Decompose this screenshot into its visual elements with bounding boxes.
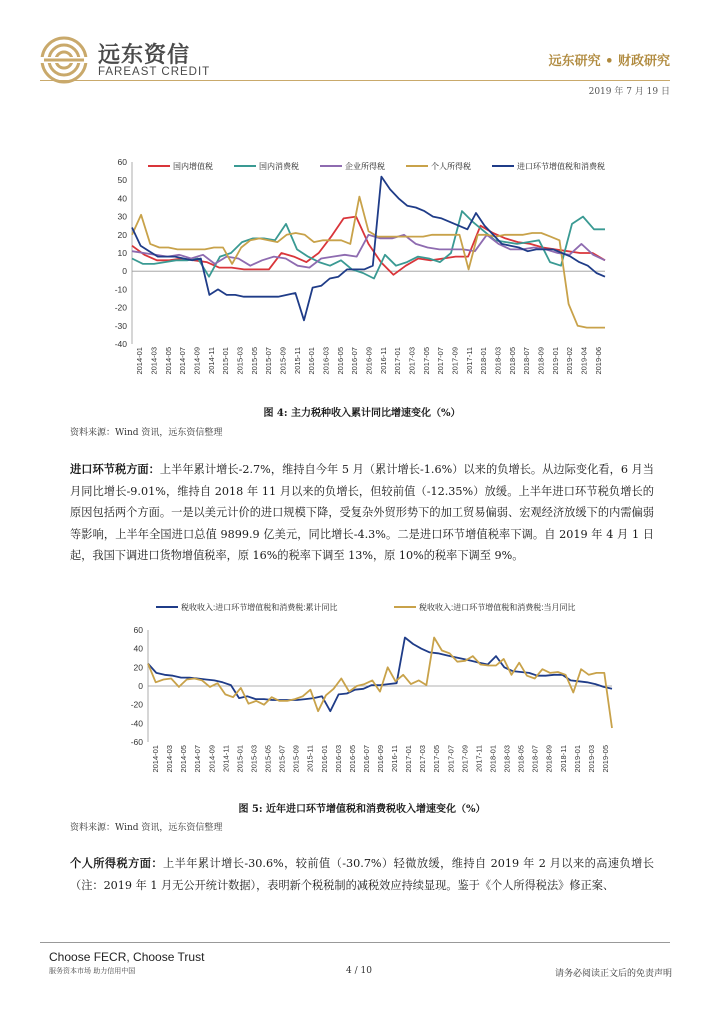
series-line: [148, 638, 612, 712]
legend-label: 进口环节增值税和消费税: [517, 162, 605, 171]
x-tick-label: 2018-07: [530, 745, 540, 773]
x-tick-label: 2016-09: [376, 745, 385, 773]
x-tick-label: 2014-11: [206, 347, 216, 374]
y-tick-label: 10: [117, 248, 127, 258]
x-tick-label: 2017-01: [404, 745, 414, 773]
y-tick-label: -20: [130, 699, 143, 710]
logo-chinese-name: 远东资信: [98, 43, 191, 68]
footer-disclaimer: 请务必阅读正文后的免责声明: [554, 969, 672, 979]
paragraph-lead: 个人所得税方面：: [70, 856, 163, 870]
y-tick-label: -30: [114, 320, 127, 331]
paragraph-body: 上半年累计增长-30.6%，较前值（-30.7%）轻微放缓，维持自 2019 年 2 月以来的高速负增长（注：2019 年 1 月无公开统计数据），表明新个税税制的减税效应持续显现。鉴于《个人所得税法》修正案、: [70, 857, 654, 892]
x-tick-label: 2016-11: [378, 347, 388, 374]
figure-5-source: 资料来源：Wind 资讯，远东资信整理: [70, 823, 223, 833]
x-tick-label: 2017-05: [421, 347, 431, 375]
x-tick-label: 2014-03: [149, 347, 159, 375]
y-tick-label: -40: [130, 718, 143, 729]
x-tick-label: 2015-09: [291, 745, 301, 773]
x-tick-label: 2017-03: [418, 745, 428, 773]
y-tick-label: 30: [117, 211, 127, 222]
x-tick-label: 2018-09: [536, 347, 546, 375]
x-tick-label: 2016-07: [361, 745, 371, 773]
page-number: 4 / 10: [346, 966, 372, 976]
x-tick-label: 2016-11: [390, 745, 400, 772]
y-tick-label: -10: [114, 284, 127, 295]
chart-figure-5: [100, 596, 620, 796]
series-line: [132, 177, 605, 321]
x-tick-label: 2015-01: [235, 745, 245, 773]
y-tick-label: 60: [117, 157, 127, 167]
x-tick-label: 2015-05: [249, 347, 259, 375]
section-title: 远东研究 • 财政研究: [548, 54, 670, 69]
x-tick-label: 2016-05: [347, 745, 357, 773]
x-tick-label: 2015-01: [221, 347, 231, 375]
x-tick-label: 2018-05: [516, 745, 526, 773]
footer-divider: [40, 942, 670, 943]
x-tick-label: 2016-03: [321, 347, 331, 375]
x-tick-label: 2018-09: [544, 745, 554, 773]
figure-4-caption: 图 4: 主力税种收入累计同比增速变化（%）: [263, 408, 461, 419]
x-tick-label: 2019-03: [586, 745, 596, 773]
y-tick-label: 40: [133, 643, 143, 654]
y-tick-label: -60: [130, 737, 143, 747]
fareast-logo-mark: [40, 36, 88, 84]
x-tick-label: 2015-03: [235, 347, 245, 375]
x-tick-label: 2018-07: [522, 347, 532, 375]
x-tick-label: 2016-05: [335, 347, 345, 375]
legend-label: 国内消费税: [259, 162, 299, 171]
y-tick-label: 0: [138, 681, 143, 691]
x-tick-label: 2017-07: [446, 745, 456, 773]
y-tick-label: 60: [133, 625, 143, 635]
figure-5-caption: 图 5: 近年进口环节增值税和消费税收入增速变化（%）: [238, 804, 486, 815]
y-tick-label: 20: [117, 229, 127, 240]
x-tick-label: 2015-07: [264, 347, 274, 375]
x-tick-label: 2015-03: [249, 745, 259, 773]
x-tick-label: 2015-11: [292, 347, 302, 374]
x-tick-label: 2015-11: [305, 745, 315, 772]
x-tick-label: 2018-01: [479, 347, 489, 375]
legend-label: 税收收入:进口环节增值税和消费税:累计同比: [181, 603, 338, 612]
legend-label: 国内增值税: [173, 162, 213, 171]
series-line: [132, 235, 605, 268]
figure-4-source: 资料来源：Wind 资讯，远东资信整理: [70, 428, 223, 438]
footer-subslogan: 服务资本市场 助力信用中国: [49, 967, 136, 975]
x-tick-label: 2016-01: [319, 745, 329, 773]
header-divider: [40, 80, 670, 81]
legend-label: 企业所得税: [345, 162, 385, 171]
x-tick-label: 2017-11: [464, 347, 474, 374]
y-tick-label: -20: [114, 302, 127, 313]
x-tick-label: 2014-07: [178, 347, 188, 375]
x-tick-label: 2018-01: [488, 745, 498, 773]
series-line: [148, 638, 612, 729]
paragraph-income-tax: [70, 853, 654, 896]
x-tick-label: 2016-03: [333, 745, 343, 773]
footer-slogan: Choose FECR, Choose Trust: [49, 950, 205, 964]
x-tick-label: 2017-09: [460, 745, 470, 773]
x-tick-label: 2014-03: [165, 745, 175, 773]
y-tick-label: -40: [114, 339, 127, 349]
x-tick-label: 2017-01: [393, 347, 403, 375]
x-tick-label: 2017-03: [407, 347, 417, 375]
legend-label: 个人所得税: [431, 162, 471, 171]
y-tick-label: 20: [133, 662, 143, 673]
x-tick-label: 2016-09: [364, 347, 374, 375]
x-tick-label: 2014-09: [192, 347, 202, 375]
x-tick-label: 2019-02: [565, 347, 575, 375]
x-tick-label: 2018-03: [502, 745, 512, 773]
x-tick-label: 2015-09: [278, 347, 288, 375]
x-tick-label: 2014-05: [179, 745, 189, 773]
paragraph-lead: 进口环节税方面：: [70, 462, 160, 476]
x-tick-label: 2018-03: [493, 347, 503, 375]
x-tick-label: 2016-07: [350, 347, 360, 375]
x-tick-label: 2015-07: [277, 745, 287, 773]
x-tick-label: 2015-05: [263, 745, 273, 773]
y-tick-label: 40: [117, 193, 127, 204]
x-tick-label: 2018-11: [558, 745, 568, 772]
x-tick-label: 2019-06: [593, 347, 603, 375]
y-tick-label: 50: [117, 175, 127, 186]
x-tick-label: 2017-11: [474, 745, 484, 772]
x-tick-label: 2018-05: [507, 347, 517, 375]
x-tick-label: 2019-04: [579, 347, 589, 375]
x-tick-label: 2014-09: [207, 745, 217, 773]
report-date: 2019 年 7 月 19 日: [588, 87, 670, 97]
x-tick-label: 2017-07: [436, 347, 446, 375]
chart-figure-4: [100, 150, 620, 398]
x-tick-label: 2014-11: [221, 745, 231, 772]
paragraph-body: 上半年累计增长-2.7%，维持自今年 5 月（累计增长-1.6%）以来的负增长。从边际变化看，6 月当月同比增长-9.01%，维持自 2018 年 11 月以来的负增长，但较前值（-12.35%）放缓。上半年进口环节税负增长的原因包括两个方面。一是以美元计价的进口规模下降，受复杂外贸形势下的加工贸易偏弱、宏观经济放缓下的内需偏弱等影响，上半年全国进口总值 9899.9 亿美元，同比增长-4.3%。二是进口环节增值税率下调。自 2019 年 4 月 1 日起，我国下调进口货物增值税率，原 16%的税率下调至 13%，原 10%的税率下调至 9%。: [70, 463, 654, 562]
x-tick-label: 2019-01: [550, 347, 560, 375]
x-tick-label: 2014-01: [151, 745, 161, 773]
x-tick-label: 2017-05: [432, 745, 442, 773]
x-tick-label: 2014-05: [163, 347, 173, 375]
y-tick-label: 0: [122, 266, 127, 277]
legend-label: 税收收入:进口环节增值税和消费税:当月同比: [419, 603, 576, 612]
x-tick-label: 2016-01: [307, 347, 317, 375]
x-tick-label: 2014-01: [135, 347, 145, 375]
paragraph-import-tax: [70, 459, 654, 567]
x-tick-label: 2019-01: [572, 745, 582, 773]
logo-english-name: FAREAST CREDIT: [98, 66, 211, 78]
x-tick-label: 2017-09: [450, 347, 460, 375]
x-tick-label: 2014-07: [193, 745, 203, 773]
x-tick-label: 2019-05: [600, 745, 610, 773]
